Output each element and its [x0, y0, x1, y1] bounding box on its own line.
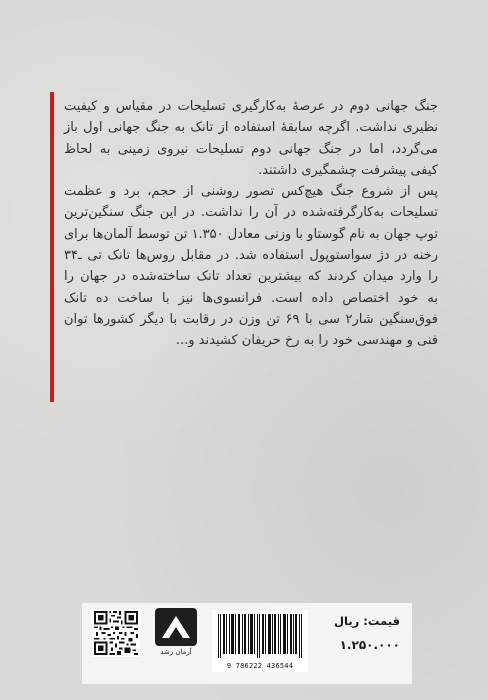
blurb-text: [64, 96, 438, 352]
isbn-digits: 9 786222 436544: [226, 662, 294, 670]
qr-code-icon: [92, 609, 140, 657]
blurb-line: رخنه در دژ سواستوپول استفاده شد. در مقابل روس‌ها تانک تی ـ۳۴: [64, 248, 438, 264]
publisher-logo-icon: [155, 608, 197, 646]
barcode-icon: [218, 614, 302, 658]
blurb-line: فوق‌سنگین شار۲ سی با ۶۹ تن وزن در رقابت با دیگر کشورها توان: [64, 311, 438, 327]
blurb-line: را وارد میدان کردند که بیشترین تعداد تانک ساخته‌شده در جهان را: [64, 269, 438, 285]
price-block: [322, 614, 400, 652]
publisher-logo: [153, 608, 199, 664]
blurb-line: کیفی پیشرفت چشمگیری داشتند.: [258, 162, 438, 178]
blurb-line: تسلیحات به‌کارگرفته‌شده در آن را نداشت. در این جنگ سنگین‌ترین: [64, 205, 438, 221]
publisher-name: آرمان رشد: [160, 648, 192, 656]
price-label: قیمت: ریال: [334, 614, 400, 628]
blurb-line: توپ جهان به نام گوستاو با وزنی معادل ۱.۳۵۰ تن توسط آلمان‌ها برای: [63, 226, 438, 242]
blurb-line: فنی و مهندسی خود را به رخ حریفان کشیدند و...: [175, 333, 438, 349]
blurb-line: نظیری نداشت. اگرچه سابقهٔ استفاده از تانک به جنگ جهانی اول باز: [64, 120, 438, 136]
isbn-barcode: [212, 610, 308, 672]
blurb-line: می‌گردد، اما در جنگ جهانی دوم تسلیحات نیروی زمینی به لحاظ: [64, 141, 438, 157]
blurb-line: پس از شروع جنگ هیچ‌کس تصور روشنی از حجم، برد و عظمت: [64, 184, 438, 200]
blurb-line: جنگ جهانی دوم در عرصهٔ به‌کارگیری تسلیحات در مقیاس و کیفیت: [64, 99, 438, 114]
price-amount: ۱.۲۵۰.۰۰۰: [339, 638, 400, 652]
blurb-line: به خود اختصاص داده است. فرانسوی‌ها نیز با ساخت ده تانک: [64, 290, 438, 306]
red-accent-rule: [50, 92, 54, 402]
